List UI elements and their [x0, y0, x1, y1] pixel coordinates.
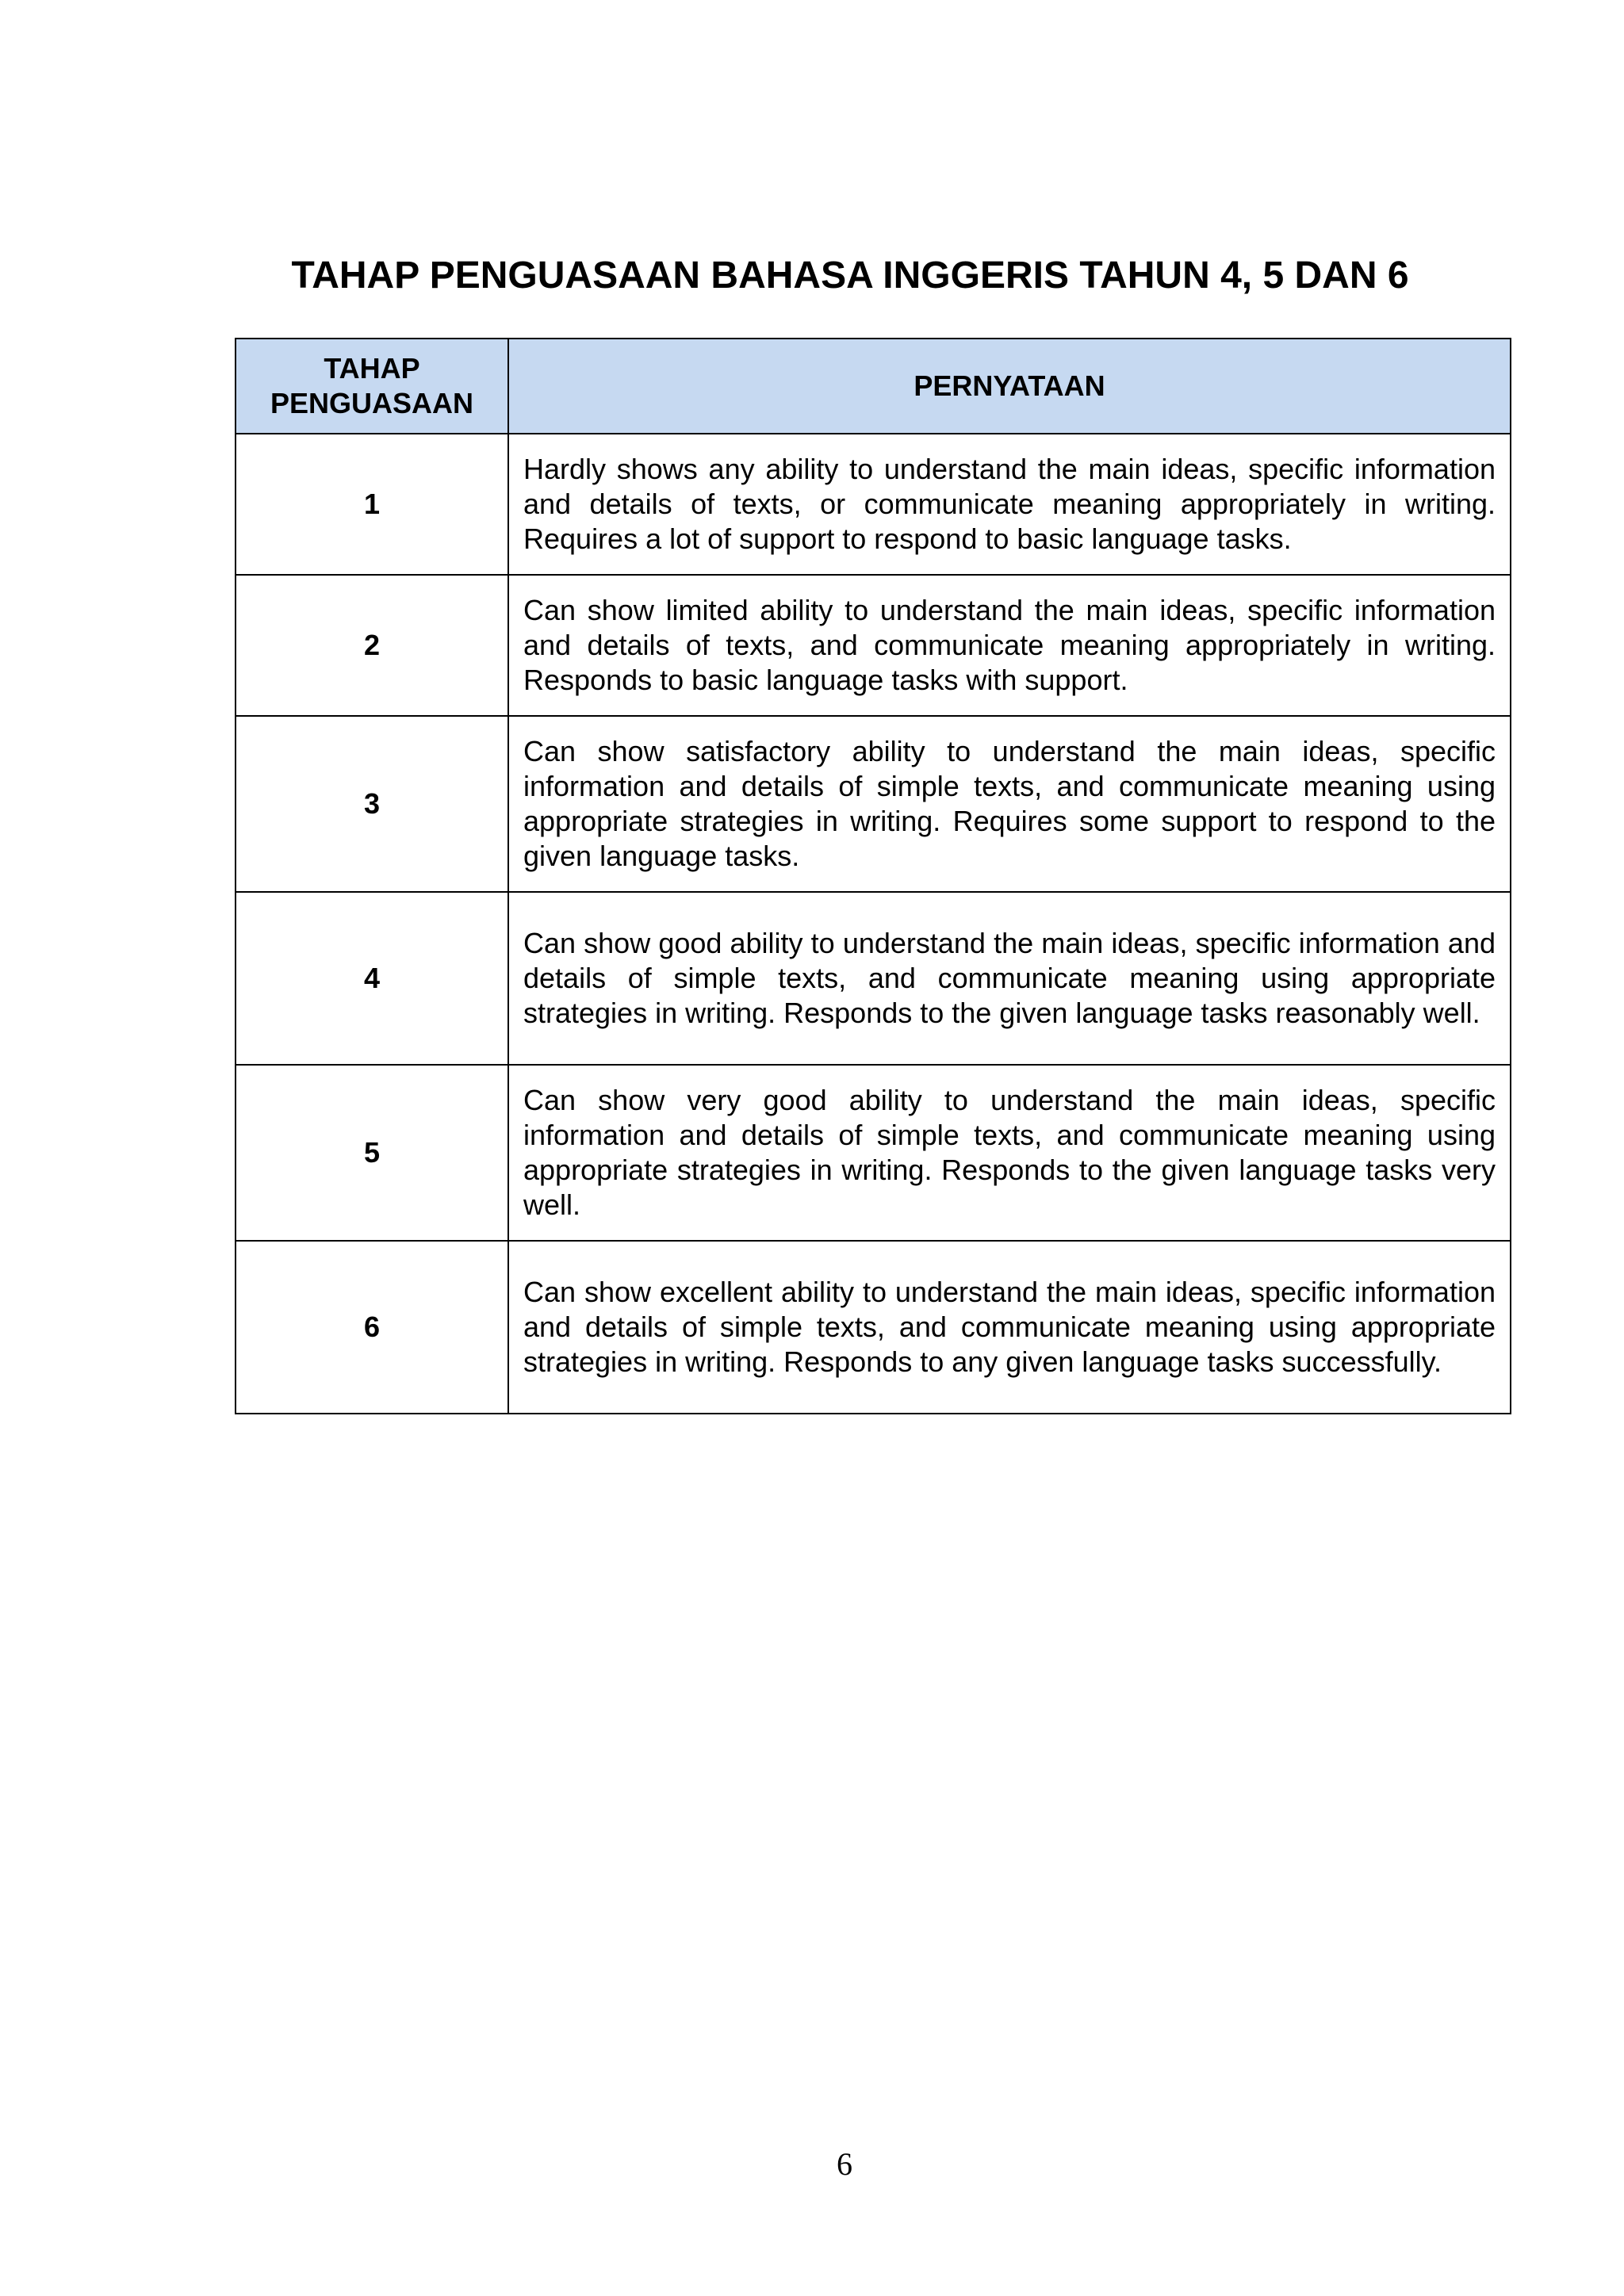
page-title: TAHAP PENGUASAAN BAHASA INGGERIS TAHUN 4, 5 DAN 6 — [291, 254, 1409, 297]
level-cell: 5 — [236, 1065, 508, 1241]
page-number: 6 — [837, 2146, 852, 2182]
table-row — [236, 716, 1511, 892]
level-cell: 4 — [236, 892, 508, 1065]
statement-cell: Can show limited ability to understand the main ideas, specific information and details of texts, and communicate meaning appropriately in writing. Responds to basic language tasks with support. — [508, 575, 1511, 716]
table-row — [236, 1065, 1511, 1241]
table-row — [236, 1241, 1511, 1414]
level-cell: 3 — [236, 716, 508, 892]
statement-cell: Hardly shows any ability to understand the main ideas, specific information and details of texts, or communicate meaning appropriately in writing. Requires a lot of support to respond to basic language tasks. — [508, 434, 1511, 575]
proficiency-table — [235, 338, 1511, 1414]
level-cell: 6 — [236, 1241, 508, 1414]
level-cell: 1 — [236, 434, 508, 575]
statement-cell: Can show satisfactory ability to understand the main ideas, specific information and details of simple texts, and communicate meaning using appropriate strategies in writing. Requires some support to respond to the given language tasks. — [508, 716, 1511, 892]
table-row — [236, 892, 1511, 1065]
statement-cell: Can show very good ability to understand the main ideas, specific information and details of simple texts, and communicate meaning using appropriate strategies in writing. Responds to the given language tasks very well. — [508, 1065, 1511, 1241]
level-cell: 2 — [236, 575, 508, 716]
table-header-row — [236, 339, 1511, 434]
table-row — [236, 434, 1511, 575]
statement-cell: Can show excellent ability to understand the main ideas, specific information and details of simple texts, and communicate meaning using appropriate strategies in writing. Responds to any given language tasks successfully. — [508, 1241, 1511, 1414]
column-header-statement: PERNYATAAN — [508, 339, 1511, 434]
table-row — [236, 575, 1511, 716]
statement-cell: Can show good ability to understand the main ideas, specific information and details of simple texts, and communicate meaning using appropriate strategies in writing. Responds to the given language tasks reasonably well. — [508, 892, 1511, 1065]
column-header-level: TAHAP PENGUASAAN — [236, 339, 508, 434]
